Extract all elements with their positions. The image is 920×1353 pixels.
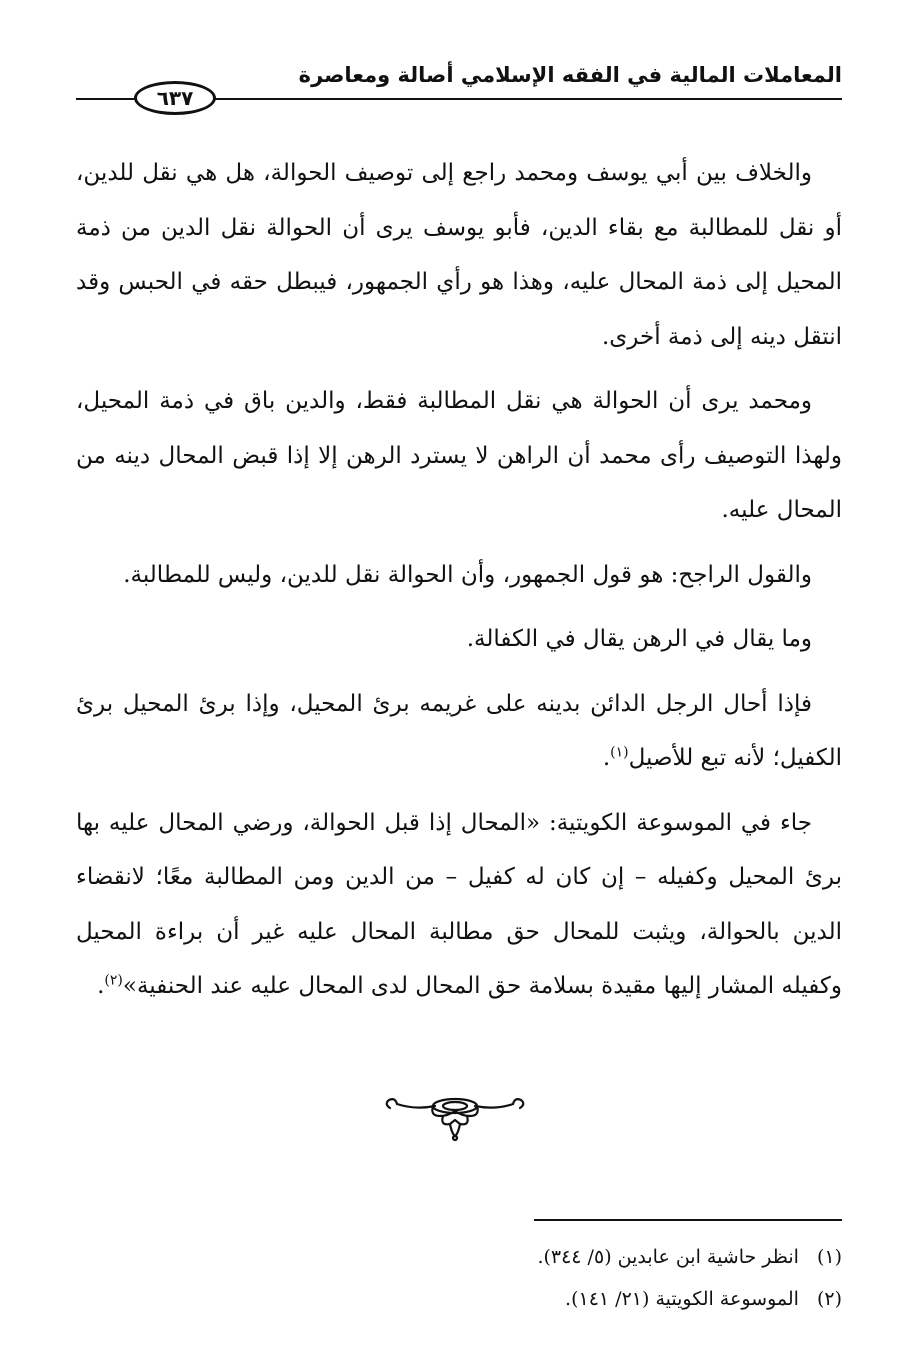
paragraph-end: .: [602, 745, 611, 771]
paragraph: [76, 677, 842, 786]
paragraph: ومحمد يرى أن الحوالة هي نقل المطالبة فقط، والدين باق في ذمة المحيل، ولهذا التوصيف رأى محمد أن الراهن لا يسترد الرهن إلا إذا قبض المحال دينه من المحال عليه.: [76, 388, 842, 523]
footnote-ref: (٢): [104, 972, 123, 989]
footnote-number: (٢): [816, 1288, 842, 1310]
footnote-ref: (١): [610, 744, 629, 761]
paragraph: [76, 796, 842, 1014]
paragraph-text: فإذا أحال الرجل الدائن بدينه على غريمه برئ المحيل، وإذا برئ المحيل برئ الكفيل؛ لأنه تبع للأصيل: [76, 690, 842, 771]
main-text: [76, 146, 842, 1024]
footnote: [76, 1278, 842, 1320]
footnote: [76, 1236, 842, 1278]
paragraph: والخلاف بين أبي يوسف ومحمد راجع إلى توصيف الحوالة، هل هي نقل للدين، أو نقل للمطالبة مع بقاء الدين، فأبو يوسف يرى أن الحوالة نقل الدين من ذمة المحيل إلى ذمة المحال عليه، وهذا هو رأي الجمهور، فيبطل حقه في الحبس وقد انتقل دينه إلى ذمة أخرى.: [76, 160, 842, 350]
footnote-text: انظر حاشية ابن عابدين (٥/ ٣٤٤).: [537, 1246, 799, 1268]
footnotes: [76, 1236, 842, 1320]
footnote-number: (١): [816, 1246, 842, 1268]
ornament-divider: [380, 1094, 530, 1142]
paragraph-text: جاء في الموسوعة الكويتية: «المحال إذا قبل الحوالة، ورضي المحال عليه بها برئ المحيل وكفيله – إن كان له كفيل – من الدين ومن المطالبة معًا؛ لانقضاء الدين بالحوالة، ويثبت للمحال حق مطالبة المحال عليه غير أن براءة المحيل وكفيله المشار إليها مقيدة بسلامة حق المحال لدى المحال عليه عند الحنفية»: [76, 809, 842, 999]
paragraph-end: .: [97, 973, 105, 999]
footnote-rule: [534, 1219, 842, 1221]
paragraph: والقول الراجح: هو قول الجمهور، وأن الحوالة نقل للدين، وليس للمطالبة.: [123, 561, 812, 588]
footnote-text: الموسوعة الكويتية (٢١/ ١٤١).: [565, 1288, 799, 1310]
page-number: ٦٣٧: [134, 81, 216, 115]
paragraph: وما يقال في الرهن يقال في الكفالة.: [466, 626, 812, 652]
running-title: المعاملات المالية في الفقه الإسلامي أصالة ومعاصرة: [298, 63, 842, 87]
